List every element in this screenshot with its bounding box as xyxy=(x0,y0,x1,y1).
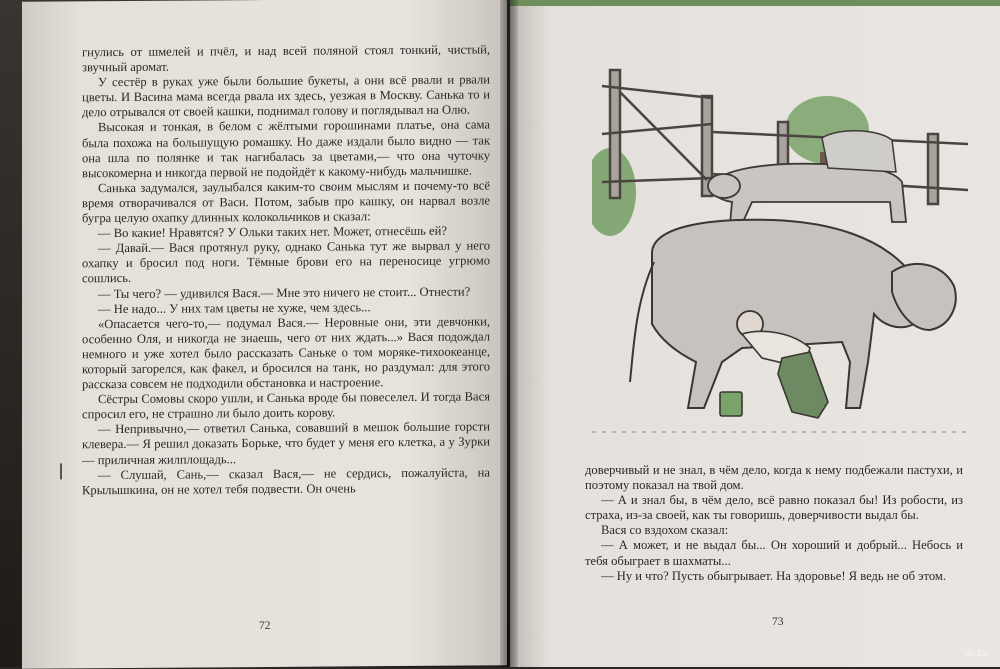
page-number-left: 72 xyxy=(259,619,271,633)
paragraph: Высокая и тонкая, в белом с жёлтыми горошинами платье, она сама была похожа на большущую ромашку. Но даже издали было видно — так она шла по полянке и так нагибалась за цветами,— что она чуточку высокомерна и никогда первой не подойдёт к какому-нибудь мальчишке. xyxy=(82,117,490,181)
cow-far-icon xyxy=(822,131,896,172)
left-page xyxy=(22,0,507,669)
paragraph: — А может, и не выдал бы... Он хороший и добрый... Небось и тебя обыграет в шахматы... xyxy=(585,538,963,568)
paragraph: — Ну и что? Пусть обыгрывает. На здоровье! Я ведь не об этом. xyxy=(601,568,947,583)
paragraph: Сёстры Сомовы скоро ушли, и Санька вроде бы повеселел. И тогда Вася спросил его, не страшно ли было доить корову. xyxy=(82,389,490,422)
paragraph: гнулись от шмелей и пчёл, и над всей поляной стоял тонкий, чистый, звучный аромат. xyxy=(82,42,490,75)
page-number-right: 73 xyxy=(772,616,784,628)
paragraph: Санька задумался, заулыбался каким-то своим мыслям и почему-то всё время отворачивался от Васи. Потом, забыв про кашку, он нарвал возле бугра целую охапку длинных колокольчиков и сказал: xyxy=(82,178,490,226)
paragraph: — Во какие! Нравятся? У Ольки таких нет. Может, отнесёшь ей? xyxy=(98,223,447,241)
cow-background-icon xyxy=(712,164,906,224)
bucket-icon xyxy=(720,392,742,416)
cow-tail-icon xyxy=(630,262,654,382)
paragraph: — Непривычно,— ответил Санька, совавший в мешок большие горсти клевера.— Я решил доказать Борьке, что будет у меня его клетка, а у Зурки — приличная жилплощадь... xyxy=(82,419,490,467)
paragraph: «Опасается чего-то,— подумал Вася.— Неровные они, эти девчонки, особенно Оля, и никогда не знаешь, чего от них ждать...» Вася подождал немного и уже хотел было рассказать Саньке о том моряке-тихоокеанце, который загорелся, как факел, и бросился на танк, но раздумал: для этого рассказа совсем не подходили обстановка и настроение. xyxy=(82,314,490,392)
cows-milking-illustration xyxy=(592,62,968,446)
paragraph: — Слушай, Сань,— сказал Вася,— не сердись, пожалуйста, на Крылышкина, он не хотел тебя подвести. Он очень xyxy=(82,465,490,497)
paragraph: — Ты чего? — удивился Вася.— Мне это ничего не стоит... Отнести? xyxy=(98,284,471,301)
paragraph: — Не надо... У них там цветы не хуже, чем здесь... xyxy=(98,299,371,316)
right-page-text xyxy=(585,463,963,584)
book-spread xyxy=(22,0,1000,667)
paragraph: — Давай.— Вася протянул руку, однако Санька тут же вырвал у него охапку и бросил под ноги. Тёмные брови его на переносице угрюмо сошлись. xyxy=(82,238,490,286)
margin-mark xyxy=(60,463,62,479)
right-page xyxy=(510,0,1000,667)
paragraph: — А и знал бы, в чём дело, всё равно показал бы! Из робости, из страха, из-за своей, как ты говоришь, доверчивости выдал бы. xyxy=(585,493,963,523)
cow-head-background-icon xyxy=(708,174,740,198)
paragraph: Вася со вздохом сказал: xyxy=(601,523,729,538)
paragraph: доверчивый и не знал, в чём дело, когда к нему подбежали пастухи, и поэтому показал на твой дом. xyxy=(585,463,963,493)
watermark: ay.by xyxy=(964,648,988,659)
boy-trousers-icon xyxy=(778,352,828,418)
paragraph: У сестёр в руках уже были большие букеты, а они всё рвали и рвали цветы. И Васина мама всегда рвала их здесь, уезжая в Москву. Санька то и дело отрывался от своей кашки, поднимал голову и поглядывал на Олю. xyxy=(82,72,490,120)
book-gutter xyxy=(500,0,518,667)
left-page-text xyxy=(82,42,490,498)
